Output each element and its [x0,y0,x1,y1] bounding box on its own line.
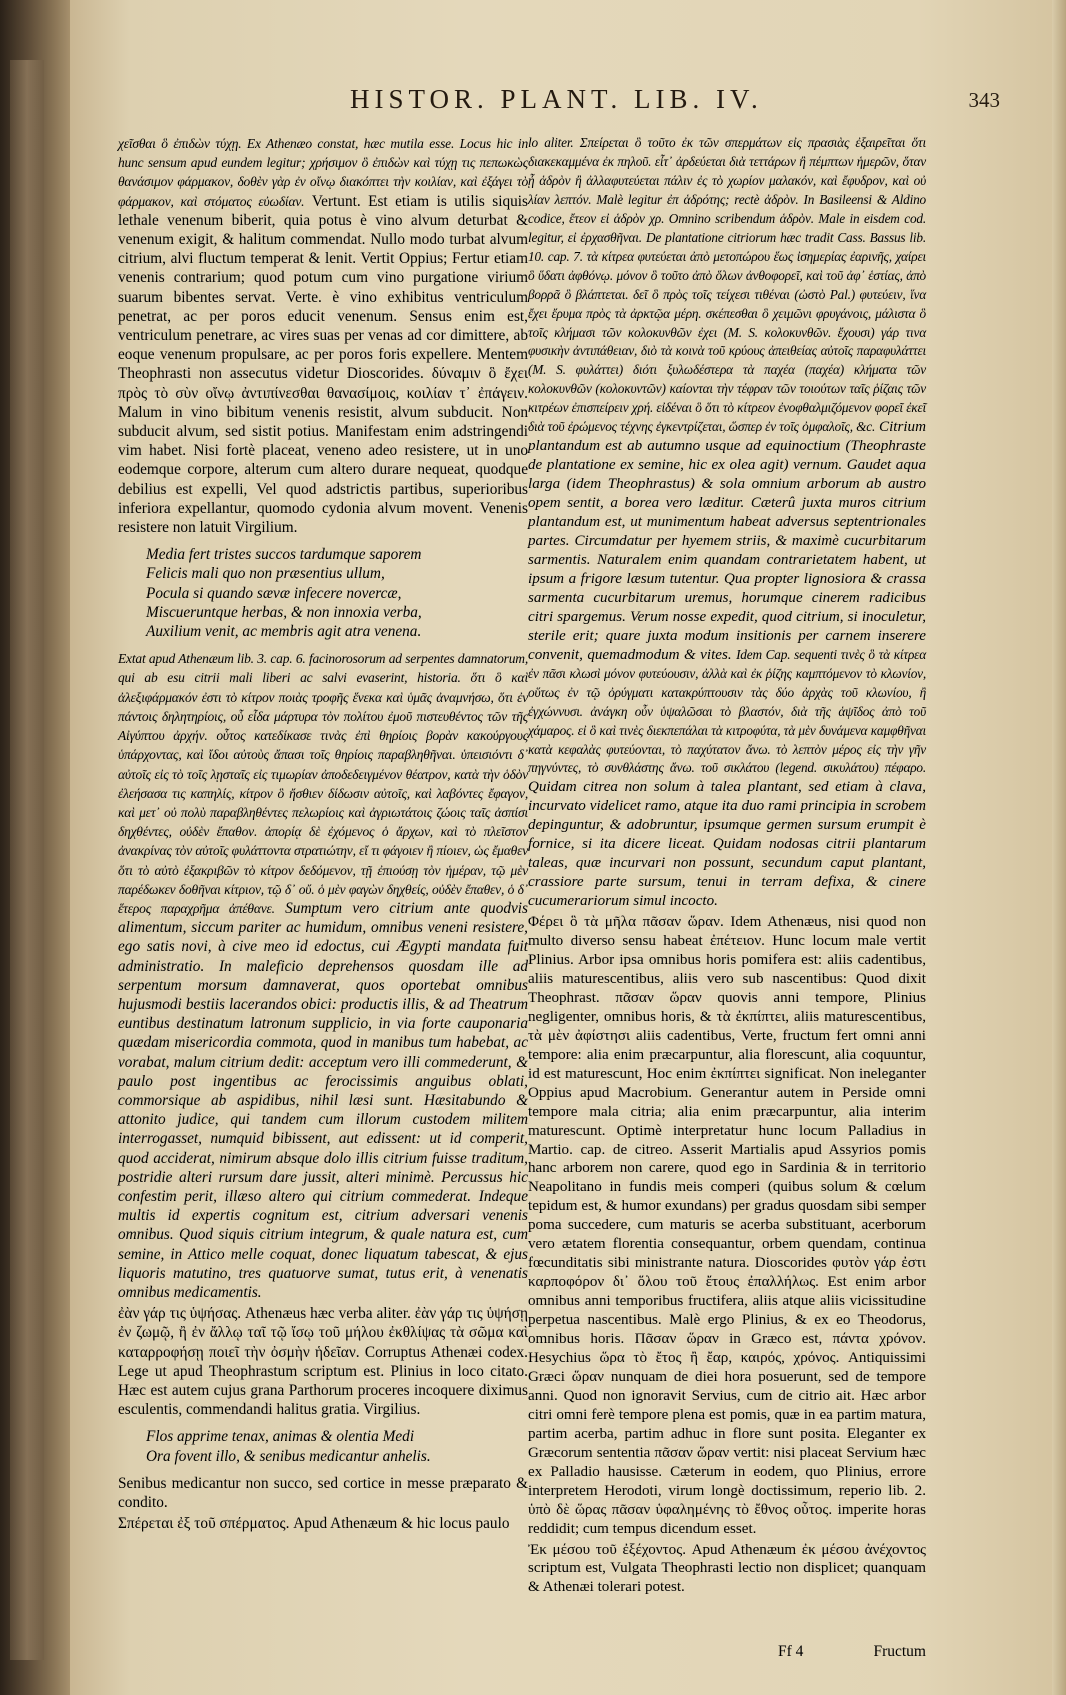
binding-gutter [0,0,78,1695]
verse-line: Ora fovent illo, & senibus medicantur anhelis. [146,1447,431,1465]
verse-block-1 [146,545,528,641]
left-para-1 [118,134,528,537]
verse-line: Felicis mali quo non præsentius ullum, [146,565,385,583]
left-para-2 [118,649,528,1302]
right-para-2: Φέρει ὃ τὰ μῆλα πᾶσαν ὥραν. Idem Athenæus, nisi quod non multo diverso sensu habeat ἐπέτειον. Hunc locum male vertit Plinius. Arbor ipsa omnibus horis pomifera est: aliis cadentibus, aliis maturescentibus, aliis vero sub nascentibus: Quod dixit Theophrast. πᾶσαν ὥραν quovis anni tempore, Plinius negligenter, omnibus horis, & τὰ ἐκπίπτει, aliis maturescentibus, τὰ μὲν ἀφίστησι aliis cadentibus, Verte, fructum fert omni anni tempore: alia enim præcarpuntur, alia florescunt, alia coquuntur, id est maturescunt, Hoc enim ἐκπίπτει significat. Non ineleganter Oppius apud Macrobium. Generantur autem in Perside omni tempore mala citria; alia enim præcarpuntur, alia interim maturescunt. Optimè interpretatur hunc locum Palladius in Martio. cap. de citreo. Asserit Martialis apud Assyrios pomis hanc arborem non carere, quod ego in Sardinia & in territorio Neapolitano in fundis meis comperi (quibus solum & cœlum tepidum est, & humor exundans) per gradus quosdam sibi semper poma succedere, cum maturis se acerba substituant, acerborum vero ætatem florentia consequantur, orbem quendam, continua fœcunditatis sibi ministrante natura. Dioscorides φυτὸν γάρ ἐστι καρποφόρον δι᾿ ὅλου τοῦ ἔτους ἐπαλλήλως. Est enim arbor omnibus anni temporibus fructifera, aliis atque aliis vicissitudine perpetua nascentibus. Malè ergo Plinius, & ex eo Theodorus, omnibus horis. Πᾶσαν ὥραν in Græco est, πάντα χρόνον. Hesychius ὥρα τὸ ἔτος ἢ ἔαρ, καιρός, χρόνος. Antiquissimi Græci ὥραν nunquam de diei hora posuerunt, sed de tempore anni. Quod non ignoravit Servius, cum de citrio ait. Hæc arbor citri omni ferè tempore plena est pomis, quæ in ea partim matura, partim acerba, partim adhuc in flore sunt posita. Eleganter ex Græcorum sententia πᾶσαν ὥραν vertit: nisi placeat Servium hæc ex Palladio hausisse. Cæterum in eodem, quo Plinius, errore interpretem Herodoti, virum longè doctissimum, reperio lib. 2. ὑπὸ δὲ ὥρας πᾶσαν ὑφαλημένης τὸ ἔθνος οὗτος. imperite horas reddidit; cum tempus dicendum esset. [528,914,926,1537]
verse-block-2 [146,1427,528,1465]
page-header [300,84,1000,124]
page-footer [528,1643,926,1667]
left-para-5: Σπέρεται ἐξ τοῦ σπέρματος. Apud Athenæum & hic locus paulo [118,1515,510,1533]
verse-line: Auxilium venit, ac membris agit atra venena. [146,623,422,641]
running-head: HISTOR. PLANT. LIB. IV. [350,84,763,114]
verse-line: Flos apprime tenax, animas & olentia Medi [146,1428,415,1446]
catchword: Fructum [873,1643,926,1660]
verse-line: Media fert tristes succos tardumque saporem [146,546,422,564]
right-para-1-latin: Citrium plantandum est ab autumno usque ad equinoctium (Theophraste de plantatione ex semine, hic ex olea agit) vernum. Gaudet aqua larga (idem Theophrastus) & sola omnium arborum ab austro opem sentit, a borea vero læditur. Cæterû juxta muros citrium plantandum est, ut munimentum habeat adversus septentrionales partes. Circumdatur per hyemem striis, & maximè cucurbitarum sarmentis. Naturalem enim quandam contrarietatem habent, ut ipsum a frigore læsum tutentur. Qua propter lignosiora & crassa sarmenta cucurbitarum uremus, horumque cinerem radicibus citri spargemus. Verum nosse expedit, quod citrium, si inoculetur, sterile erit; quare juxta modum insitionis per carnem inserere convenit, quemadmodum & vites. [528,419,927,663]
right-para-1b-greek: Idem Cap. sequenti τινὲς ὃ τὰ κίτρεα ἐν πᾶσι κλωσὶ μόνον φυτεύουσιν, ἀλλὰ καὶ ἐκ ῥίζης καμπτόμενον τὸ κλωνίον, οὕτως ἐν τῷ ὀρύγματι κατακρύπτουσιν τὰς δύο ἀρχὰς τοῦ κλωνίου, ἢ ἐγχώννυσι. ἀνάγκη οὖν ὑψαλῶσαι τὸ βλαστόν, διὰ τῆς ἁψῖδος ἀπὸ τοῦ χάμαρος. εἰ ὃ καὶ τινὲς διεκπεπάλαι τὰ κιτροφύτα, τὰ μὲν δυνάμενα καμφθῆναι κατὰ κεφαλὰς φυτεύονται, τὸ παχύτατον ἄνω. τὸ λεπτὸν μέρος εἰς τὴν γῆν πηγνύντες, τὸ συνθλάστης ἄνω. τοῦ σικλάτου (legend. σικυλάτου) πέφαρο. [528,646,926,776]
left-para-4: Senibus medicantur non succo, sed cortice in messe præparato & condito. [118,1474,528,1512]
left-para-2-greek: Extat apud Athenæum lib. 3. cap. 6. facinorosorum ad serpentes damnatorum, qui ab esu citrii mali liberi ac salvi evaserint, historia. ὅτι ὃ καὶ ἀλεξιφάρμακόν ἐστι τὸ κίτρον ποιὰς τροφῆς ἕνεκα καὶ ὑμᾶς ἀναμνήσω, ὅτι ἐν πάντοις δηλητηρίοις, οὗ εἶδα μάρτυρα τὸν πολίτου ἐμοῦ πιστευθέντος τῶν τῆς Αἰγύπτου ἀρχήν. οὗτος κατεδίκασε τινὰς ἐπὶ θηρίοις βορὰν κακούργους ὑπάρχοντας, καὶ ἴδοι αὐτοὺς ἄπασι τοῖς θηρίοις παραβληθῆναι. ὑπεισιόντι δ᾿ αὐτοῖς εἰς τὸ τοῖς λῃσταῖς εἰς τιμωρίαν ἀποδεδειγμένον θέατρον, κατὰ τὴν ὁδὸν ἐλεήσασα τις καπηλίς, κίτρον ὃ ἤσθιεν δίδωσιν αὐτοῖς, καὶ λαβόντες ἔφαγον, καὶ μετ᾿ οὐ πολὺ παραβληθέντες πελωρίοις καὶ ἀγριωτάτοις ζώοις ταῖς ἀσπίσι δηχθέντες, οὐδὲν ἔπαθον. ἀπορίᾳ δὲ ἐχόμενος ὁ ἄρχων, καὶ τὸ πλεῖστον ἀνακρίνας τὸν αὐτοῖς φυλάττοντα στρατιώτην, εἴ τι φάγοιεν ἢ πίοιεν, ὡς ἔμαθεν ὅτι τὸ αὐτὸ ἐξακριβῶν τὸ κίτρον δεδόμενον, τῇ ἐπιούσῃ τὸν ἡμέραν, τῷ μὲν παρέδωκεν δοθῆναι κίτριον, τῷ δ᾿ οὔ. ὁ μὲν φαγὼν δηχθείς, οὐδὲν ἔπαθεν, ὁ δ᾿ ἕτερος παραχρῆμα ἀπέθανε. [118,651,528,916]
left-para-2-latin: Sumptum vero citrium ante quodvis alimentum, siccum pariter ac humidum, omnibus veneni resistere, ego satis novi, à cive meo id edoctus, cui Ægypti mandata fuit administratio. In maleficio deprehensos quosdam ille ad serpentum morsum damnaverat, quos oportebat omnibus hujusmodi bestiis lacerandos obici: productis illis, & ad Theatrum euntibus destinatum latronum supplicio, in via forte cauponaria quædam misericordia commota, quod in manibus tum habebat, ac vorabat, malum citrium dedit: acceptum vero illi commederunt, & paulo post ingentibus ac ferocissimis anguibus oblati, commorsique ab aspidibus, nihil læsi sunt. Hæsitabundo & attonito judice, qui tandem cum illorum custodem militem interrogasset, numquid bibissent, aut edissent: ut id comperit, quod acciderat, nimirum absque dolo illis citrium fuisse traditum, postridie alteri rursum dare jussit, alteri minimè. Percussus hic confestim perit, illæso altero qui citrium commederat. Indeque multis id expertis cognitum est, citrium adversari venenis omnibus. Quod siquis citrium integrum, & quale natura est, cum semine, in Attico melle coquat, donec liquatum tabescat, & ejus liquoris matutino, tres quatuorve sumat, tutus erit, à venenatis omnibus medicamentis. [118,899,528,1301]
page-number: 343 [968,88,1000,112]
page-fore-edge [1052,0,1066,1695]
right-para-3: Ἐκ μέσου τοῦ ἐξέχοντος. Apud Athenæum ἐκ μέσου ἀνέχοντος scriptum est, Vulgata Theophrasti lectio non displicet; quanquam & Athenæi tolerari potest. [528,1541,926,1596]
right-para-1b-latin: Quidam citrea non solum à talea plantant, sed etiam à clava, incurvato videlicet ramo, atque ita duo rami principia in scrobem depinguntur, & adobruntur, ipsumque germen sursum erumpit è fornice, si ita dicere liceat. Quidam nodosas citrii plantarum taleas, quæ incurvari non possunt, secundum caput plantant, crassiore parte sursum, tenui in terram defixa, & cinere cucumerariorum simul incocto. [528,779,926,910]
right-para-1 [528,134,926,911]
left-para-1-greek: χεῖσθαι ὃ ἐπιδὼν τύχῃ. Ex Athenæo constat, hæc mutila esse. Locus hic in hunc sensum apud eundem legitur; χρήσιμον ὃ ἐπιδὼν καὶ τύχῃ τις πεπωκὼς θανάσιμον φάρμακον, δοθὲν γὰρ ἐν οἴνῳ διακόπτει τὴν κοιλίαν, καὶ ἐξάγει τὸ φάρμακον, καὶ στόματος εὐωδίαν. [118,136,528,209]
verse-line: Pocula si quando sævæ infecere novercæ, [146,584,402,602]
right-para-1-greek: lo aliter. Σπείρεται ὃ τοῦτο ἐκ τῶν σπερμάτων εἰς πρασιὰς ἐξαιρεῖται ὅτι διακεκαμμένα ἐκ πηλοῦ. εἶτ᾿ ἀρδεύεται διὰ τεττάρων ἢ πέμπτων ἡμερῶν, ὅταν ᾖ ἁδρὸν ἢ ἀλλαφυτεύεται πάλιν ἐς τὸ χωρίον μαλακόν, καὶ ἔφυδρον, καὶ οὐ λίαν λεπτόν. Malè legitur ἐπ ἁδρότης; rectè ἁδρὸν. In Basileensi & Aldino codice, ἔτεον εἰ ἁδρὸν χρ. Omnino scribendum ἁδρὸν. Male in eisdem cod. legitur, εἰ ἐρχασθῆναι. De plantatione citriorum hæc tradit Cass. Bassus lib. 10. cap. 7. τὰ κίτρεα φυτεύεται ἀπὸ μετοπώρου ἕως ἰσημερίας ἐαρινῆς, χαίρει ὃ ὕδατι ἀφθόνῳ. μόνον ὃ τοῦτο ἀπὸ ὅλων ἀνθοφορεῖ, καὶ τοῦ ἀφ᾿ ἑστίας, ἀπὸ βορρᾶ ὃ βλάπτεται. δεῖ ὃ πρὸς τοῖς τείχεσι τιθέναι (ὠστὸ Pal.) φυτεύειν, ἵνα ἔχει ἔρυμα πρὸς τὰ ἀρκτῷα μέρη. σκέπεσθαι ὃ χειμῶνι φρυγάνοις, μάλιστα ὃ τοῖς κλήμασι τῶν κολοκυνθῶν ἐχει (M. S. κολοκυνθῶν. ἔχουσι) γάρ τινα φυσικὴν ἀντιπάθειαν, διὸ τὰ κοινὰ τοῦ κρύους ἀπειθείας αὐτοῖς παραφυλάττει (M. S. φυλάττει) διότι ξυλωδέστερα τὰ παχέα (παχέα) κλήματα τῶν κολοκυνθῶν (κολοκυντῶν) καίονται τὴν τέφραν τῶν τοιούτων ταῖς ῥίζαις τῶν κιτρέων ἐπισπείρειν χρή. εἰδέναι ὃ ὅτι τὸ κίτρεον ἐνοφθαλμιζόμενον φορεῖ ἐκεῖ διὰ τοῦ ἐρώμενος τέχνης ἐγκεντρίζεται, ὥσπερ ἐν τοῖς ὀμφαλοῖς, &c. [528,135,926,435]
facing-page-edge [10,60,44,1660]
left-para-3: ἐὰν γάρ τις ὑψήσας. Athenæus hæc verba aliter. ἐὰν γάρ τις ὑψήσῃ ἐν ζωμῷ, ἢ ἐν ἄλλῳ ταῖ τῷ ἴσῳ τοῦ μήλου ἐκθλίψας τὰ σῶμα καὶ καταρροφήσῃ ποιεῖ τὴν ὀσμὴν ἡδεῖαν. Corruptus Athenæi codex. Lege ut apud Theophrastum scriptum est. Plinius in loco citato. Hæc est autem cujus grana Parthorum proceres incoquere diximus esculentis, commendandi halitus gratia. Virgilius. [118,1305,528,1419]
left-para-1-latin: Vertunt. Est etiam is utilis siquis lethale venenum biberit, quia potus è vino alvum deturbat & venenum exigit, & halitum commendat. Nullo modo turbat alvum citrium, alvi fluctum temperat & lenit. Vertit Oppius; Fertur etiam venenis contrarium; quod potum cum vino purgatione virium suarum bibentes servat. Verte. è vino exhibitus ventriculum penetrat, ac per poros educit venenum. Sensus enim est, ventriculum penetrare, ac vires suas per venas ad cor dimittere, ab eoque venenum propulsare, ac per poros foris expellere. Mentem Theophrasti non assecutus videtur Dioscorides. δύναμιν ὃ ἔχει πρὸς τὸ σὺν οἴνῳ ἀντιπίνεσθαι θανασίμοις, κοιλίαν τ᾿ ἐπάγειν. Malum in vino bibitum venenis resistit, alvum subducit. Non subducit alvum, sed sistit potius. Manifestam enim adstringendi vim habet. Nisi fortè placeat, veneno adeo resistere, ut in uno eodemque corpore, alterum cum altero durare nequeat, quodque debilius est expelli, Vel quod adstrictis partibus, superioribus inferiora expellantur, quomodo cydonia alvum movent. Venenis resistere non latuit Virgilium. [118,192,528,537]
right-column [528,134,926,1599]
signature-mark: Ff 4 [778,1643,804,1660]
verse-line: Miscueruntque herbas, & non innoxia verba, [146,603,422,621]
left-column [118,134,528,1535]
